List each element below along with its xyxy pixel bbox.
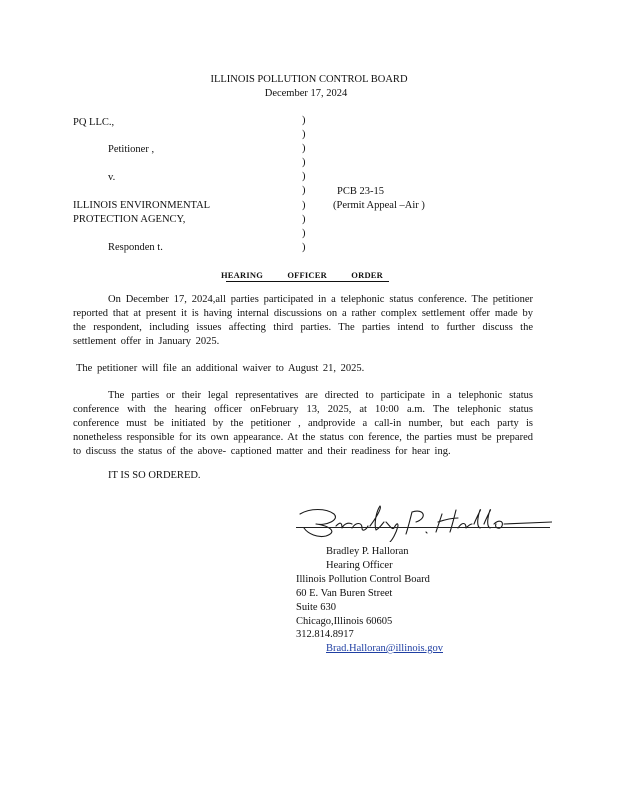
order-heading: HEARING OFFICER ORDER [220, 270, 383, 280]
paragraph-text: The petitioner will file an additional waiver to August 21, 2025. [76, 363, 365, 374]
paragraph-text: The parties or their legal representatives are directed to participate in a telephonic status conference with the hearing officer onFebruary 13, 2025, at 10:00 a.m. The telephonic status conference must be initiated by the petitioner , andprovide a call-in number, but each party is nonetheless responsible for its own appearance. At the status con ference, the parties must be prepared to discuss the status of the above- captioned matter and their readiness for hear ing. [73, 390, 533, 457]
email-link[interactable]: Brad.Halloran@illinois.gov [326, 643, 443, 654]
handwritten-signature [296, 500, 552, 542]
caption-paren: ) [302, 129, 306, 141]
respondent-role: Responden t. [108, 242, 163, 253]
case-type: (Permit Appeal –Air ) [333, 200, 425, 211]
caption-paren: ) [302, 115, 306, 126]
closing-statement: IT IS SO ORDERED. [108, 470, 201, 481]
paragraph-text: On December 17, 2024,all parties participated in a telephonic status conference. The petitioner reported that at present it is having internal discussions on a rather complex settlement offer made by the respondent, including issues affecting third parties. The parties intend to further discuss the settlement offer in January 2025. [73, 294, 533, 347]
versus-label: v. [108, 172, 116, 183]
petitioner-name: PQ LLC., [73, 117, 115, 128]
address-street: 60 E. Van Buren Street [296, 588, 393, 599]
address-city: Chicago,Illinois 60605 [296, 616, 393, 627]
caption-paren: ) [302, 213, 306, 225]
case-number: PCB 23-15 [337, 186, 384, 197]
caption-paren: ) [302, 241, 306, 253]
caption-paren: ) [302, 199, 306, 211]
body-paragraph-2 [76, 362, 536, 376]
signer-organization: Illinois Pollution Control Board [296, 574, 430, 585]
petitioner-role: Petitioner , [108, 144, 155, 155]
caption-paren: ) [302, 157, 306, 169]
signature-line [296, 527, 550, 528]
signer-title: Hearing Officer [326, 560, 393, 571]
caption-paren: ) [302, 143, 306, 155]
body-paragraph-1 [73, 293, 533, 349]
caption-paren: ) [302, 227, 306, 239]
order-heading-underline [226, 281, 389, 282]
caption-divider [302, 114, 312, 255]
board-name: ILLINOIS POLLUTION CONTROL BOARD [210, 74, 408, 85]
address-suite: Suite 630 [296, 602, 336, 613]
caption-paren: ) [302, 171, 306, 183]
body-paragraph-3 [73, 389, 533, 459]
caption-paren: ) [302, 185, 306, 197]
signer-name: Bradley P. Halloran [326, 546, 409, 557]
phone-number: 312.814.8917 [296, 629, 354, 640]
respondent-name-line1: ILLINOIS ENVIRONMENTAL [73, 200, 211, 211]
respondent-name-line2: PROTECTION AGENCY, [73, 214, 186, 225]
document-date: December 17, 2024 [264, 88, 348, 99]
